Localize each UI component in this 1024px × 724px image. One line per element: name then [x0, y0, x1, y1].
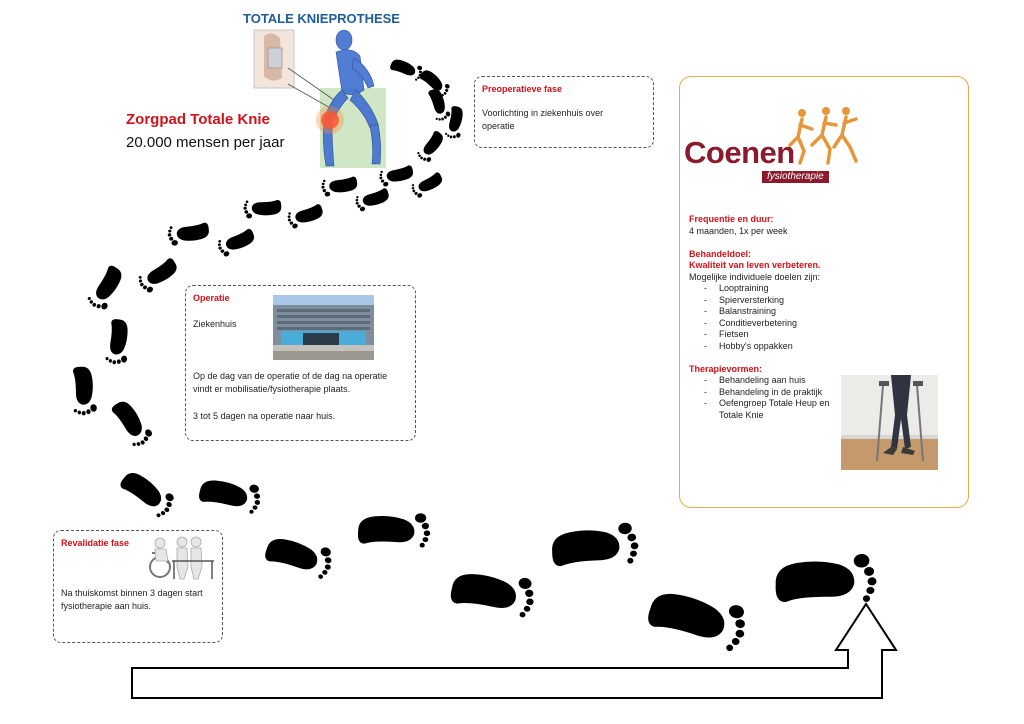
footprint [259, 529, 342, 584]
goal-item: - Hobby's oppakken [689, 341, 869, 353]
therapy-item: - Behandeling aan huis [689, 375, 839, 387]
therapy-item: - Behandeling in de praktijk [689, 387, 839, 399]
footprint [132, 252, 185, 298]
therapy-list [689, 375, 839, 421]
footprint [239, 196, 285, 221]
subtitle: 20.000 mensen per jaar [126, 134, 285, 151]
rehabilitation-text: Na thuiskomst binnen 3 dagen start fysiotherapie aan huis. [61, 588, 203, 611]
footprint [282, 199, 328, 232]
preoperative-text: Voorlichting in ziekenhuis over operatie [482, 108, 604, 131]
footprint [103, 316, 132, 370]
goal-title: Behandeldoel: [689, 249, 752, 259]
footprint [413, 126, 450, 167]
logo-subtitle: fysiotherapie [762, 171, 829, 183]
rehabilitation-title: Revalidatie fase [61, 538, 130, 548]
logo-figures-icon [784, 105, 864, 167]
operation-box [185, 285, 416, 441]
operation-text-home: 3 tot 5 dagen na operatie naar huis. [193, 411, 336, 421]
footprint [162, 218, 213, 249]
goals-list [689, 283, 869, 353]
goal-item: - Fietsen [689, 329, 869, 341]
footprint [352, 510, 438, 550]
coenen-logo [684, 105, 864, 185]
footprint [105, 393, 159, 454]
operation-location: Ziekenhuis [193, 319, 237, 329]
goal-item: - Balanstraining [689, 306, 869, 318]
goal-intro: Mogelijke individuele doelen zijn: [689, 272, 821, 282]
main-title: Zorgpad Totale Knie [126, 111, 270, 128]
frequency-title: Frequentie en duur: [689, 214, 774, 224]
goal-item: - Spierversterking [689, 295, 869, 307]
footprint [82, 260, 130, 318]
wheelchair-figures-illustration [146, 533, 216, 581]
crutches-walking-photo [841, 375, 938, 470]
goal-item: - Looptraining [689, 283, 869, 295]
preoperative-title: Preoperatieve fase [482, 84, 563, 94]
operation-text-mobilisation: Op de dag van de operatie of de dag na operatie vindt er mobilisatie/fysiotherapie plaats. [193, 371, 388, 394]
footprint [544, 517, 648, 575]
therapy-title: Therapievormen: [689, 364, 763, 374]
goal-subtitle: Kwaliteit van leven verbeteren. [689, 260, 821, 270]
logo-name: Coenen [684, 135, 795, 170]
footprint [212, 224, 261, 262]
progress-arrow [128, 598, 898, 702]
goal-item: - Conditieverbetering [689, 318, 869, 330]
rehabilitation-box [53, 530, 223, 643]
footprint [113, 462, 183, 524]
frequency-text: 4 maanden, 1x per week [689, 226, 788, 236]
hospital-photo [273, 295, 374, 360]
knee-prosthesis-title: TOTALE KNIEPROTHESE [243, 11, 400, 26]
footprint [68, 362, 100, 420]
footprint [194, 472, 269, 518]
therapy-item: - Oefengroep Totale Heup en Totale Knie [689, 398, 839, 421]
coenen-info-box [679, 76, 969, 508]
operation-title: Operatie [193, 293, 230, 303]
preoperative-box [474, 76, 654, 148]
